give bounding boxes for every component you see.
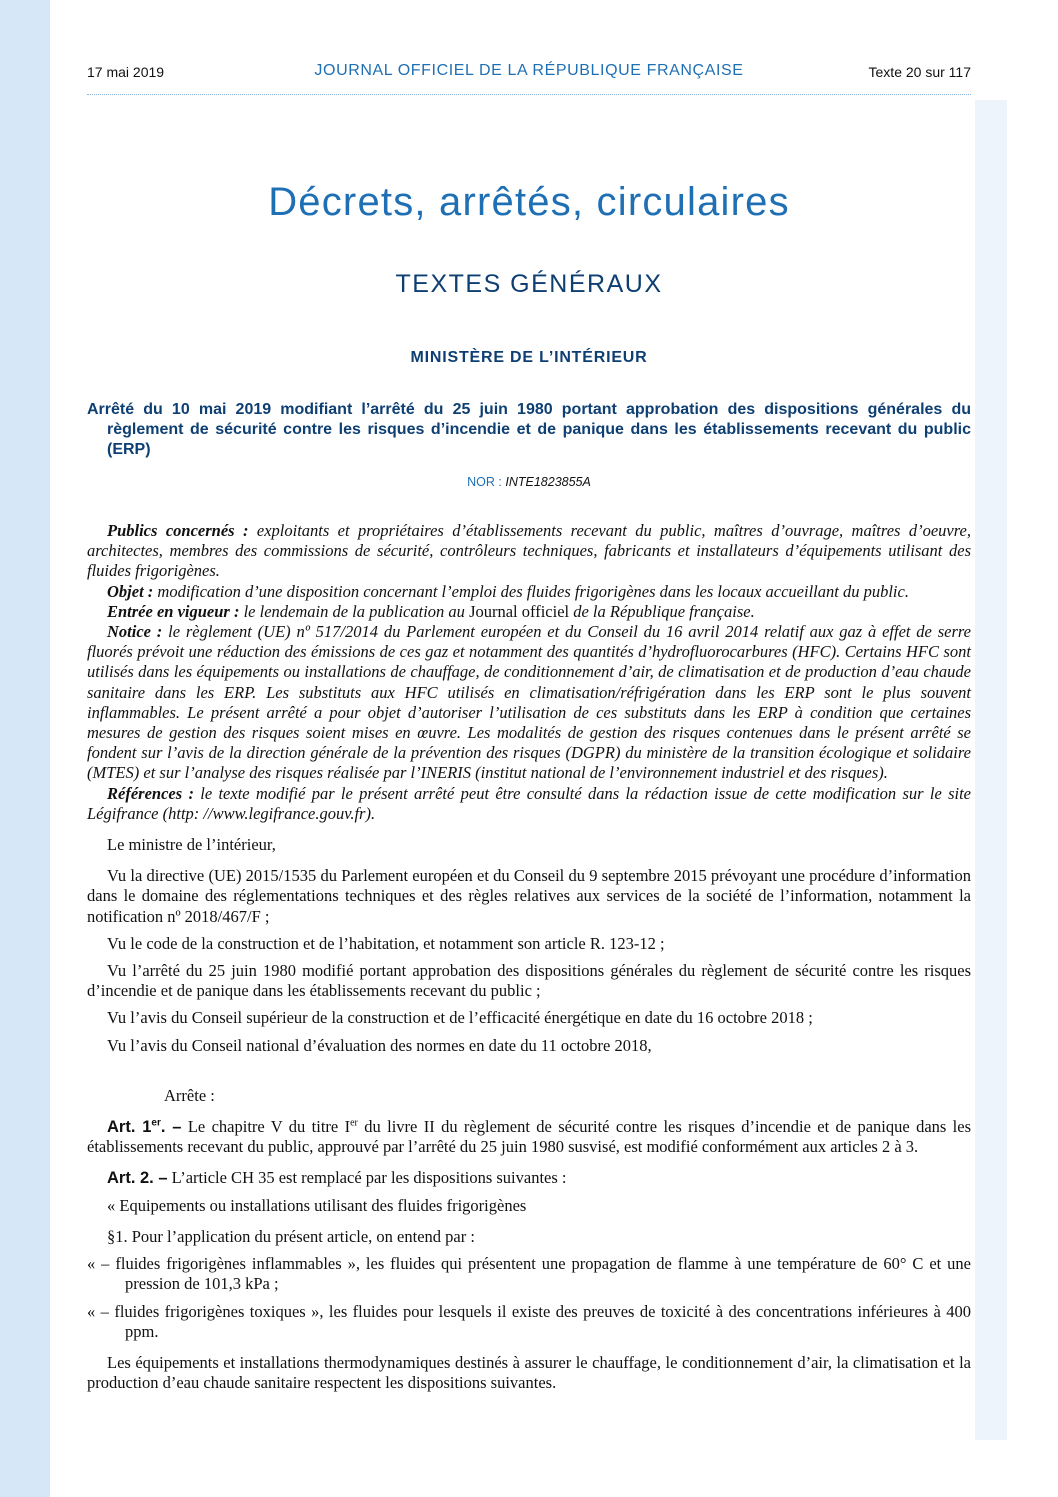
nor-label: NOR : (467, 475, 502, 489)
notice-body: le règlement (UE) nº 517/2014 du Parlement européen et du Conseil du 16 avril 2014 relatif aux gaz à effet de serre fluorés prévoit une réduction des émissions de ces gaz et notamment des quantités d’hydrofluorocarbures (HFC). Certains HFC sont utilisés dans les équipements ou installations de chauffage, de conditionnement d’air, de climatisation et de production d’eau chaude sanitaire dans les ERP. Les substituts aux HFC utilisés en climatisation/réfrigération dans les ERP sont le plus souvent inflammables. Le présent arrêté a pour objet d’autoriser l’utilisation de ces substituts dans les ERP à condition que certaines mesures de gestion des risques soient mises en œuvre. Les modalités de gestion des risques contenues dans le présent arrêté se fondent sur l’avis de la direction générale de la prévention des risques (DGPR) du ministère de la transition écologique et solidaire (MTES) et sur l’analyse des risques réalisée par l’INERIS (institut national de l’environnement industriel et des risques). (87, 622, 971, 783)
minister-line: Le ministre de l’intérieur, (107, 835, 276, 855)
arrete-title: Arrêté du 10 mai 2019 modifiant l’arrêté du 25 juin 1980 portant approbation des dispositions générales du règlement de sécurité contre les risques d’incendie et de panique dans les établissements recevant du public (ERP) (87, 401, 971, 458)
article-1-text: Le chapitre V du titre Ier du livre II du règlement de sécurité contre les risques d’incendie et de panique dans les établissements recevant du public, approuvé par l’arrêté du 25 juin 1980 susvisé, est modifié conformément aux articles 2 à 3. (87, 1117, 972, 1157)
nor-reference (87, 475, 971, 489)
bullet-inflammables: « – fluides frigorigènes inflammables », les fluides qui présentent une propagation de flamme à une température de 60° C et une pression de 101,3 kPa ; (87, 1254, 971, 1294)
document-body (87, 521, 971, 1393)
notice-label: Notice : (107, 622, 163, 642)
section-title: Décrets, arrêtés, circulaires (268, 180, 790, 224)
article-2-text: L’article CH 35 est remplacé par les dispositions suivantes : (171, 1168, 567, 1188)
vu-code: Vu le code de la construction et de l’habitation, et notamment son article R. 123-12 ; (107, 933, 665, 953)
entree-text-1: le lendemain de la publication au (243, 601, 465, 621)
section-1: §1. Pour l’application du présent article, on entend par : (107, 1226, 475, 1246)
vu-avis-cne: Vu l’avis du Conseil national d’évaluation des normes en date du 11 octobre 2018, (107, 1035, 652, 1055)
references-text: le texte modifié par le présent arrêté peut être consulté dans la rédaction issue de cette modification sur le site Légifrance (http: //www.legifrance.gouv.fr). (87, 783, 971, 823)
right-margin-strip (975, 100, 1007, 1440)
publics-text: exploitants et propriétaires d’établissements recevant du public, maîtres d’ouvrage, maîtres d’oeuvre, architectes, membres des commissions de sécurité, contrôleurs techniques, fabricants et installateurs d’équipements utilisant des fluides frigorigènes. (87, 521, 971, 581)
nor-value: INTE1823855A (505, 475, 591, 489)
references-label: Références : (107, 783, 194, 803)
article-1 (87, 1117, 971, 1157)
header-journal-title: JOURNAL OFFICIEL DE LA RÉPUBLIQUE FRANÇAISE (314, 62, 744, 79)
page-header (87, 62, 971, 84)
entree-journal: Journal officiel (469, 601, 570, 621)
vu-arrete: Vu l’arrêté du 25 juin 1980 modifié portant approbation des dispositions générales du règlement de sécurité contre les risques d’incendie et de panique dans les établissements recevant du public ; (87, 961, 971, 1001)
left-margin-band (0, 0, 50, 1497)
article-1-label: Art. 1er. – (107, 1117, 182, 1137)
objet-label: Objet : (107, 581, 154, 601)
header-text-number: Texte 20 sur 117 (868, 64, 971, 80)
objet-text: modification d’une disposition concernant l’emploi des fluides frigorigènes dans les locaux accueillant du public. (157, 581, 909, 601)
notice-objet (87, 582, 971, 602)
notice-entree (87, 602, 971, 622)
subsection-title: TEXTES GÉNÉRAUX (395, 270, 663, 298)
entree-text-2: de la République française. (573, 601, 755, 621)
vu-avis-csc: Vu l’avis du Conseil supérieur de la construction et de l’efficacité énergétique en date du 16 octobre 2018 ; (107, 1008, 813, 1028)
header-date: 17 mai 2019 (87, 64, 165, 80)
ministry-heading: MINISTÈRE DE L’INTÉRIEUR (410, 349, 648, 366)
notice-publics (87, 521, 971, 582)
article-2-label: Art. 2. – (107, 1169, 168, 1188)
notice-text (87, 622, 971, 784)
article-2 (87, 1168, 971, 1188)
vu-directive: Vu la directive (UE) 2015/1535 du Parlement européen et du Conseil du 9 septembre 2015 prévoyant une procédure d’information dans le domaine des réglementations techniques et des règles relatives aux services de la société de l’information, notamment la notification nº 2018/467/F ; (87, 866, 971, 926)
bullet-toxiques: « – fluides frigorigènes toxiques », les fluides pour lesquels il existe des preuves de toxicité à des concentrations inférieures à 400 ppm. (87, 1301, 971, 1341)
publics-label: Publics concernés : (107, 521, 249, 540)
last-paragraph: Les équipements et installations thermodynamiques destinés à assurer le chauffage, le conditionnement d’air, la climatisation et la production d’eau chaude sanitaire respectent les dispositions suivantes. (87, 1352, 971, 1393)
quote-title: « Equipements ou installations utilisant des fluides frigorigènes (107, 1195, 527, 1215)
entree-label: Entrée en vigueur : (107, 601, 240, 621)
header-divider (87, 94, 971, 95)
notice-references (87, 784, 971, 824)
arrete-word: Arrête : (164, 1085, 215, 1105)
